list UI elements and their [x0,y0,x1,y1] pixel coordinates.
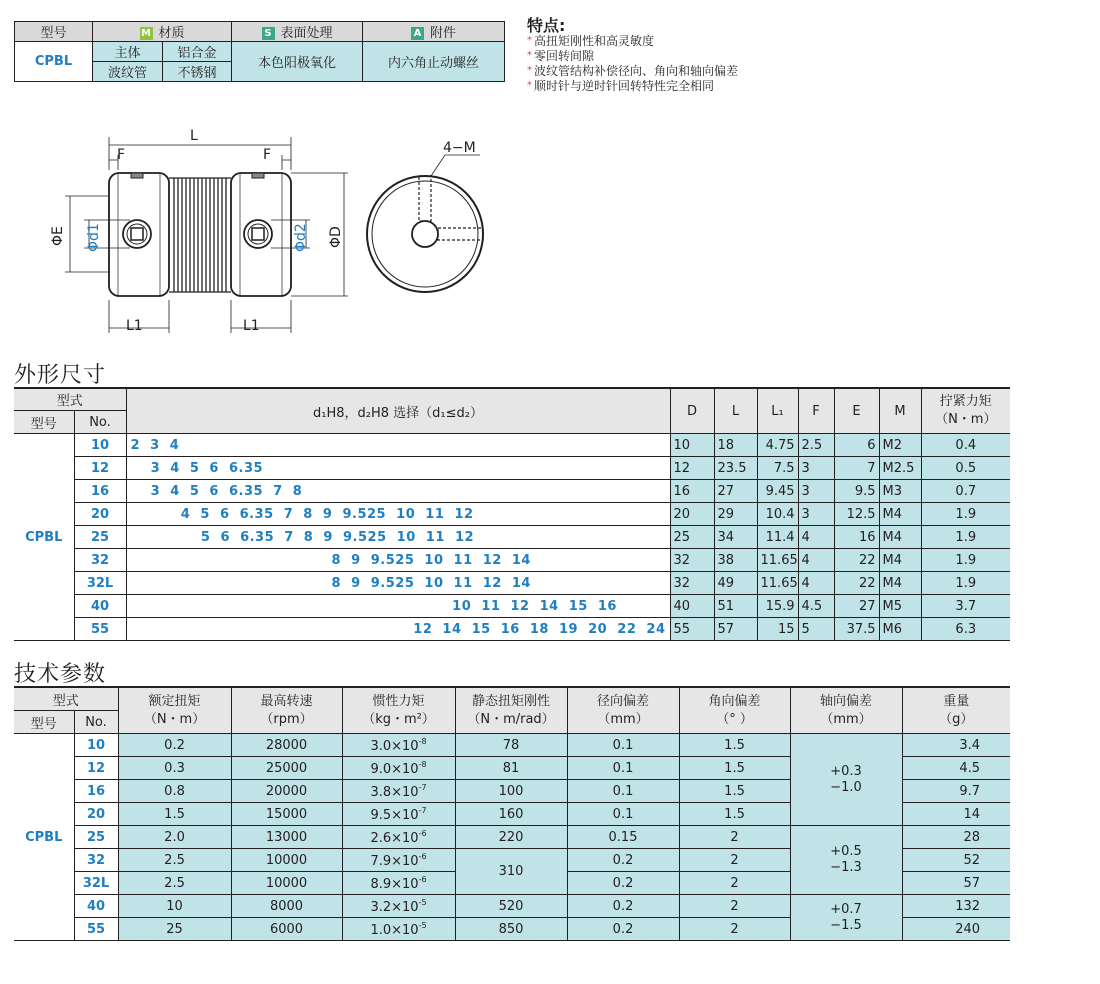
rpm-cell: 10000 [231,849,342,872]
cell-M: M2.5 [879,457,921,480]
header-axial: 轴向偏差 （mm） [790,688,902,734]
cell-torque: 1.9 [921,526,1010,549]
cell-E: 12.5 [834,503,879,526]
dim-hole-label: 4−M [443,140,476,156]
stiffness-cell: 100 [455,780,567,803]
dim-phiD-label: ΦD [328,226,344,248]
cell-L: 27 [714,480,757,503]
rpm-cell: 6000 [231,918,342,941]
weight-cell: 240 [902,918,1010,941]
weight-cell: 132 [902,895,1010,918]
no-cell: 32 [74,849,118,872]
angular-cell: 1.5 [679,780,790,803]
cell-E: 22 [834,572,879,595]
table-row [14,434,1010,457]
cell-E: 7 [834,457,879,480]
stiffness-cell: 81 [455,757,567,780]
dim-F-label: F [117,147,126,163]
cell-E: 27 [834,595,879,618]
cell-F: 4 [798,526,834,549]
no-cell: 25 [74,526,126,549]
angular-cell: 2 [679,872,790,895]
header-angular: 角向偏差 （° ） [679,688,790,734]
cell-D: 16 [670,480,714,503]
material-cell: 铝合金 [163,42,232,62]
rpm-cell: 8000 [231,895,342,918]
radial-cell: 0.1 [567,780,679,803]
rpm-cell: 28000 [231,734,342,757]
torque-cell: 0.2 [118,734,231,757]
cell-D: 40 [670,595,714,618]
inertia-cell: $8.9\times 10^{-6}$ [342,872,455,895]
radial-cell: 0.2 [567,895,679,918]
cell-torque: 1.9 [921,503,1010,526]
cell-D: 20 [670,503,714,526]
cell-F: 4.5 [798,595,834,618]
stiffness-cell: 310 [455,849,567,895]
sizes-cell: 5 6 6.35 7 8 9 9.525 10 11 12 [126,526,670,549]
stiffness-cell: 220 [455,826,567,849]
torque-cell: 25 [118,918,231,941]
angular-cell: 1.5 [679,734,790,757]
no-cell: 16 [74,480,126,503]
cell-torque: 0.5 [921,457,1010,480]
cell-L1: 11.65 [757,549,798,572]
radial-cell: 0.1 [567,757,679,780]
cell-L: 49 [714,572,757,595]
no-cell: 20 [74,503,126,526]
torque-cell: 2.5 [118,872,231,895]
radial-cell: 0.1 [567,803,679,826]
table-row [14,480,1010,503]
table-row [14,526,1010,549]
model-cell: CPBL [14,434,74,641]
col-F: F [798,389,834,434]
rpm-cell: 25000 [231,757,342,780]
type-header: 型式 [14,389,126,411]
radial-cell: 0.2 [567,918,679,941]
weight-cell: 14 [902,803,1010,826]
col-D: D [670,389,714,434]
sizes-cell: 3 4 5 6 6.35 [126,457,670,480]
cell-torque: 1.9 [921,572,1010,595]
table-row [14,618,1010,641]
torque-cell: 2.0 [118,826,231,849]
part-cell: 主体 [93,42,163,62]
weight-cell: 28 [902,826,1010,849]
axial-cell: +0.7 −1.5 [790,895,902,941]
cell-L1: 11.65 [757,572,798,595]
cell-torque: 1.9 [921,549,1010,572]
cell-F: 4 [798,549,834,572]
material-badge: M [141,28,151,39]
cell-F: 5 [798,618,834,641]
model-header: 型号 [15,22,93,42]
table-row [14,572,1010,595]
no-header: No. [74,711,118,734]
cell-D: 55 [670,618,714,641]
no-cell: 32L [74,572,126,595]
inertia-cell: $7.9\times 10^{-6}$ [342,849,455,872]
cell-E: 22 [834,549,879,572]
dims-section-title: 外形尺寸 [14,363,107,388]
inertia-cell: $2.6\times 10^{-6}$ [342,826,455,849]
cell-L: 51 [714,595,757,618]
table-row [14,734,1010,757]
no-cell: 32L [74,872,118,895]
col-torque: 拧紧力矩 （N・m） [921,389,1010,434]
dim-L1-label: L1 [243,318,260,334]
feature-item: * 零回转间隙 [527,49,595,63]
weight-cell: 4.5 [902,757,1010,780]
model-cell: CPBL [14,734,74,941]
cell-E: 16 [834,526,879,549]
cell-M: M3 [879,480,921,503]
cell-L: 23.5 [714,457,757,480]
dim-L1-label: L1 [126,318,143,334]
radial-cell: 0.2 [567,872,679,895]
no-cell: 10 [74,734,118,757]
no-header: No. [74,411,126,434]
cell-L1: 11.4 [757,526,798,549]
cell-D: 32 [670,549,714,572]
no-cell: 25 [74,826,118,849]
table-row [14,595,1010,618]
inertia-cell: $9.5\times 10^{-7}$ [342,803,455,826]
weight-cell: 3.4 [902,734,1010,757]
cell-L1: 7.5 [757,457,798,480]
cell-E: 6 [834,434,879,457]
angular-cell: 2 [679,918,790,941]
feature-item: * 顺时针与逆时针回转特性完全相同 [527,79,715,93]
cell-F: 3 [798,457,834,480]
torque-cell: 2.5 [118,849,231,872]
stiffness-cell: 520 [455,895,567,918]
surface-badge: S [262,27,275,40]
cell-M: M4 [879,526,921,549]
model-cell: CPBL [15,42,93,82]
table-row [14,895,1010,918]
cell-L1: 9.45 [757,480,798,503]
sizes-cell: 8 9 9.525 10 11 12 14 [126,549,670,572]
angular-cell: 1.5 [679,803,790,826]
cell-L1: 15.9 [757,595,798,618]
tech-table [14,688,1010,941]
table-row [14,549,1010,572]
col-E: E [834,389,879,434]
cell-M: M2 [879,434,921,457]
tech-section-title: 技术参数 [14,662,107,687]
cell-torque: 0.7 [921,480,1010,503]
cell-E: 37.5 [834,618,879,641]
cell-torque: 3.7 [921,595,1010,618]
surface-cell: 本色阳极氧化 [232,42,363,82]
no-cell: 55 [74,918,118,941]
accessory-badge: A [411,27,424,40]
header-radial: 径向偏差 （mm） [567,688,679,734]
cell-M: M4 [879,572,921,595]
header-rpm: 最高转速 （rpm） [231,688,342,734]
sizes-cell: 2 3 4 [126,434,670,457]
col-M: M [879,389,921,434]
no-cell: 40 [74,595,126,618]
feature-item: * 高扭矩刚性和高灵敏度 [527,34,655,48]
header-stiffness: 静态扭矩刚性 （N・m/rad） [455,688,567,734]
cell-E: 9.5 [834,480,879,503]
table-row [14,826,1010,849]
weight-cell: 57 [902,872,1010,895]
stiffness-cell: 850 [455,918,567,941]
header-torque: 额定扭矩 （N・m） [118,688,231,734]
model-header: 型号 [14,711,74,734]
dim-phid2-label: Φd2 [293,223,309,252]
cell-M: M4 [879,503,921,526]
rpm-cell: 20000 [231,780,342,803]
surface-header: S 表面处理 [232,22,363,42]
stiffness-cell: 160 [455,803,567,826]
no-cell: 12 [74,457,126,480]
cell-D: 12 [670,457,714,480]
rpm-cell: 13000 [231,826,342,849]
dim-L-label: L [190,128,198,144]
dims-table [14,389,1010,641]
no-cell: 20 [74,803,118,826]
angular-cell: 2 [679,895,790,918]
select-header: d₁H8，d₂H8 选择（d₁≤d₂） [126,389,670,434]
cell-D: 25 [670,526,714,549]
cell-L: 57 [714,618,757,641]
dim-F-label: F [263,147,272,163]
no-cell: 12 [74,757,118,780]
no-cell: 32 [74,549,126,572]
cell-L: 38 [714,549,757,572]
table-row [14,457,1010,480]
cell-M: M4 [879,549,921,572]
features-title: 特点: [527,16,566,35]
model-header: 型号 [14,411,74,434]
cell-F: 3 [798,503,834,526]
cell-F: 3 [798,480,834,503]
torque-cell: 10 [118,895,231,918]
cell-L: 18 [714,434,757,457]
header-inertia: 惯性力矩 （kg・m²） [342,688,455,734]
accessory-header: A 附件 [363,22,505,42]
col-L: L [714,389,757,434]
weight-cell: 9.7 [902,780,1010,803]
radial-cell: 0.15 [567,826,679,849]
cell-F: 2.5 [798,434,834,457]
radial-cell: 0.2 [567,849,679,872]
cell-L1: 10.4 [757,503,798,526]
table-row [14,503,1010,526]
cell-L: 29 [714,503,757,526]
angular-cell: 2 [679,826,790,849]
no-cell: 55 [74,618,126,641]
cell-L1: 4.75 [757,434,798,457]
inertia-cell: $1.0\times 10^{-5}$ [342,918,455,941]
cell-M: M5 [879,595,921,618]
feature-item: * 波纹管结构补偿径向、角向和轴向偏差 [527,64,739,78]
header-weight: 重量 （g） [902,688,1010,734]
axial-cell: +0.3 −1.0 [790,734,902,826]
angular-cell: 2 [679,849,790,872]
sizes-cell: 3 4 5 6 6.35 7 8 [126,480,670,503]
rpm-cell: 10000 [231,872,342,895]
sizes-cell: 12 14 15 16 18 19 20 22 24 [126,618,670,641]
col-L1: L₁ [757,389,798,434]
cell-L1: 15 [757,618,798,641]
torque-cell: 1.5 [118,803,231,826]
dim-phiE-label: ΦE [50,226,66,246]
accessory-cell: 内六角止动螺丝 [363,42,505,82]
torque-cell: 0.8 [118,780,231,803]
weight-cell: 52 [902,849,1010,872]
inertia-cell: $3.8\times 10^{-7}$ [342,780,455,803]
coupling-drawing [0,120,520,345]
cell-L: 34 [714,526,757,549]
material-table [14,21,505,82]
cell-torque: 0.4 [921,434,1010,457]
part-cell: 波纹管 [93,62,163,82]
rpm-cell: 15000 [231,803,342,826]
sizes-cell: 10 11 12 14 15 16 [126,595,670,618]
cell-torque: 6.3 [921,618,1010,641]
cell-D: 10 [670,434,714,457]
material-header: M 材质 [93,22,232,42]
inertia-cell: $9.0\times 10^{-8}$ [342,757,455,780]
features [527,18,770,94]
radial-cell: 0.1 [567,734,679,757]
inertia-cell: $3.0\times 10^{-8}$ [342,734,455,757]
cell-M: M6 [879,618,921,641]
sizes-cell: 4 5 6 6.35 7 8 9 9.525 10 11 12 [126,503,670,526]
material-cell: 不锈钢 [163,62,232,82]
axial-cell: +0.5 −1.3 [790,826,902,895]
no-cell: 40 [74,895,118,918]
inertia-cell: $3.2\times 10^{-5}$ [342,895,455,918]
type-header: 型式 [14,688,118,711]
dim-phid1-label: Φd1 [86,223,102,252]
stiffness-cell: 78 [455,734,567,757]
no-cell: 10 [74,434,126,457]
cell-D: 32 [670,572,714,595]
cell-F: 4 [798,572,834,595]
no-cell: 16 [74,780,118,803]
sizes-cell: 8 9 9.525 10 11 12 14 [126,572,670,595]
angular-cell: 1.5 [679,757,790,780]
torque-cell: 0.3 [118,757,231,780]
